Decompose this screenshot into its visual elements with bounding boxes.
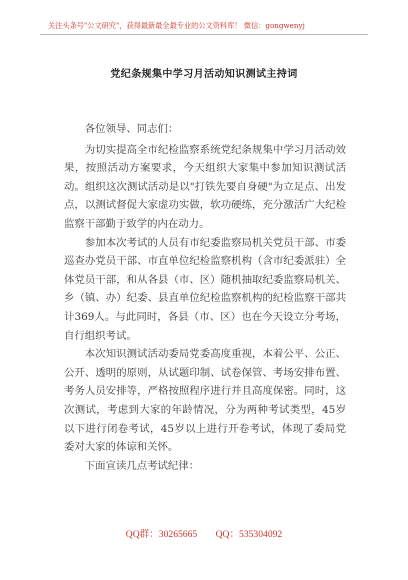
body-paragraph-3: 本次知识测试活动委局党委高度重视，本着公平、公正、公开、透明的原则，从试题印制、试卷保管、考场安排布置、考务人员安排等，严格按照程序进行并且高度保密。同时，这次测试，考虑到大家的年龄情况，分为两种考试类型，45岁以下进行闭卷考试，45岁以上进行开卷考试，体现了委局党委对大家的体谅和关怀。 (64, 348, 346, 454)
body-paragraph-2: 参加本次考试的人员有市纪委监察局机关党员干部、市委巡查办党员干部、市直单位纪检监察机构（含市纪委派驻）全体党员干部，和从各县（市、区）随机抽取纪委监察局机关、乡（镇、办）纪委、县直单位纪检监察机构的纪检监察干部共计369人。与此同时，各县（市、区）也在今天设立分考场，自行组织考试。 (64, 236, 346, 342)
header-divider (40, 34, 368, 35)
salutation: 各位领导、同志们： (84, 123, 179, 135)
document-body (64, 120, 346, 475)
document-title: 党纪条规集中学习月活动知识测试主持词 (110, 69, 298, 80)
body-paragraph-4: 下面宣读几点考试纪律： (84, 459, 200, 472)
body-paragraph-1: 为切实提高全市纪检监察系统党纪条规集中学习月活动效果，按照活动方案要求，今天组织大家集中参加知识测试活动。组织这次测试活动是以"打铁先要自身硬"为立足点、出发点，以测试督促大家虚功实做，软功硬练，充分激活广大纪检监察干部勤于致学的内在动力。 (64, 143, 346, 230)
footer-contact (0, 529, 408, 541)
footer-qq-group: QQ群：30265665 (125, 529, 198, 540)
footer-qq-number: QQ：535304092 (215, 529, 283, 540)
header-note: 关注头条号"公文研究"，获得最新最全最专业的公文资料库！ 微信：gongwenyj (48, 21, 305, 30)
